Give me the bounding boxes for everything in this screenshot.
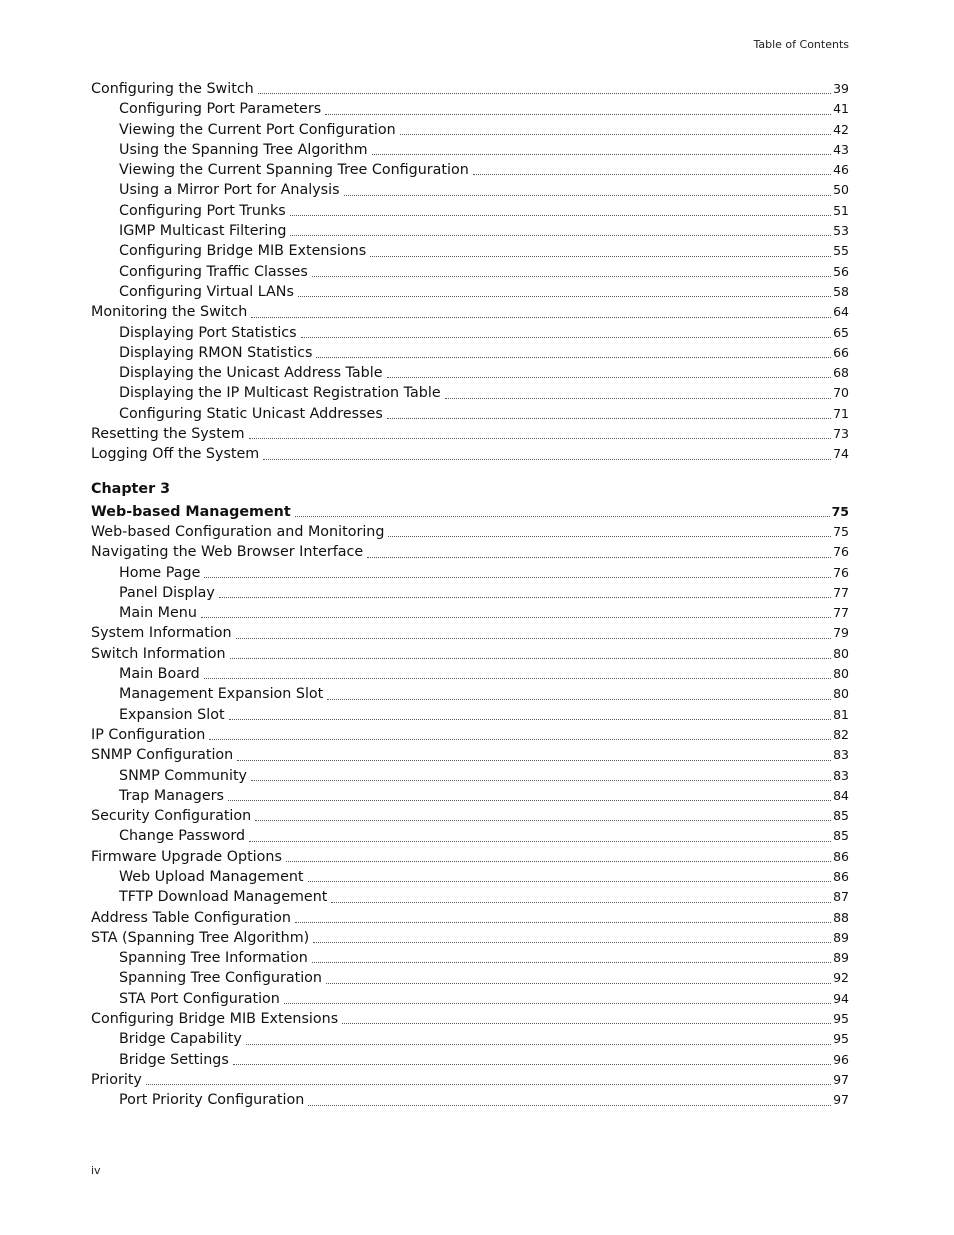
toc-entry-title: Displaying the IP Multicast Registration Table xyxy=(119,385,441,402)
dot-leader xyxy=(204,577,831,578)
toc-entry-title: Management Expansion Slot xyxy=(119,686,324,703)
toc-entry[interactable] xyxy=(91,79,849,99)
toc-entry-title: TFTP Download Management xyxy=(119,889,328,906)
toc-entry-title: IGMP Multicast Filtering xyxy=(119,223,287,240)
toc-entry[interactable] xyxy=(91,160,849,180)
toc-entry-title: Navigating the Web Browser Interface xyxy=(91,544,364,561)
toc-entry-page: 92 xyxy=(833,970,849,986)
dot-leader xyxy=(313,942,831,943)
chapter-heading: Chapter 3 xyxy=(91,480,171,497)
toc-entry[interactable] xyxy=(91,948,849,968)
toc-entry[interactable] xyxy=(91,99,849,119)
toc-entry-title: Panel Display xyxy=(119,584,215,601)
dot-leader xyxy=(284,1003,831,1004)
dot-leader xyxy=(312,962,831,963)
toc-entry-page: 88 xyxy=(833,909,849,925)
toc-entry-page: 80 xyxy=(833,666,849,682)
toc-entry-page: 86 xyxy=(833,848,849,864)
toc-entry-page: 83 xyxy=(833,767,849,783)
toc-entry-title: Web-based Configuration and Monitoring xyxy=(91,523,385,540)
toc-entry-title: Address Table Configuration xyxy=(91,909,291,926)
dot-leader xyxy=(219,597,831,598)
toc-entry-page: 58 xyxy=(833,283,849,299)
toc-entry[interactable] xyxy=(91,786,849,806)
toc-entry[interactable] xyxy=(91,644,849,664)
toc-entry-page: 77 xyxy=(833,584,849,600)
toc-entry-page: 80 xyxy=(833,645,849,661)
toc-entry-title: Home Page xyxy=(119,564,201,581)
toc-entry-title: Resetting the System xyxy=(91,426,245,443)
toc-entry-title: Configuring the Switch xyxy=(91,81,254,97)
toc-entry-page: 87 xyxy=(833,889,849,905)
toc-entry-page: 89 xyxy=(833,929,849,945)
toc-entry-page: 70 xyxy=(833,385,849,401)
toc-entry-page: 73 xyxy=(833,426,849,442)
dot-leader xyxy=(246,1044,831,1045)
toc-entry[interactable] xyxy=(91,424,849,444)
toc-entry[interactable] xyxy=(91,1050,849,1070)
toc-entry-page: 82 xyxy=(833,726,849,742)
dot-leader xyxy=(388,536,831,537)
toc-entry-page: 39 xyxy=(833,81,849,96)
toc-entry-title: Configuring Traffic Classes xyxy=(119,263,308,280)
dot-leader xyxy=(387,377,832,378)
toc-entry-page: 74 xyxy=(833,446,849,462)
toc-entry-page: 51 xyxy=(833,202,849,218)
toc-entry[interactable] xyxy=(91,221,849,241)
toc-entry-page: 89 xyxy=(833,950,849,966)
toc-entry[interactable] xyxy=(91,241,849,261)
dot-leader xyxy=(251,317,831,318)
toc-entry[interactable] xyxy=(91,603,849,623)
toc-entry-title: Spanning Tree Information xyxy=(119,950,308,967)
toc-entry[interactable] xyxy=(91,583,849,603)
toc-entry[interactable] xyxy=(91,363,849,383)
toc-entry[interactable] xyxy=(91,343,849,363)
dot-leader xyxy=(263,459,831,460)
toc-entry[interactable] xyxy=(91,201,849,221)
toc-entry-title: Expansion Slot xyxy=(119,706,225,723)
toc-entry[interactable] xyxy=(91,745,849,765)
toc-entry-page: 86 xyxy=(833,868,849,884)
toc-entry-page: 97 xyxy=(833,1071,849,1087)
toc-entry-page: 97 xyxy=(833,1092,849,1108)
toc-entry-page: 56 xyxy=(833,263,849,279)
toc-entry-title: Logging Off the System xyxy=(91,446,260,463)
toc-entry-page: 96 xyxy=(833,1051,849,1067)
toc-entry-page: 94 xyxy=(833,990,849,1006)
dot-leader xyxy=(298,296,831,297)
toc-entry-page: 55 xyxy=(833,243,849,259)
dot-leader xyxy=(228,800,831,801)
toc-entry-title: Main Board xyxy=(119,666,200,683)
dot-leader xyxy=(290,215,831,216)
running-header: Table of Contents xyxy=(753,38,849,51)
toc-entry-title: Main Menu xyxy=(119,605,197,622)
toc-entry-title: Configuring Virtual LANs xyxy=(119,283,294,300)
dot-leader xyxy=(473,174,831,175)
toc-entry[interactable] xyxy=(91,806,849,826)
dot-leader xyxy=(367,557,831,558)
toc-entry[interactable] xyxy=(91,404,849,424)
toc-entry-title: Configuring Bridge MIB Extensions xyxy=(91,1011,339,1028)
toc-entry[interactable] xyxy=(91,262,849,282)
toc-entry[interactable] xyxy=(91,1009,849,1029)
toc-entry[interactable] xyxy=(91,120,849,140)
toc-entry[interactable] xyxy=(91,1070,849,1090)
dot-leader xyxy=(312,276,831,277)
toc-entry[interactable] xyxy=(91,302,849,322)
dot-leader xyxy=(331,902,831,903)
toc-entry-page: 79 xyxy=(833,625,849,641)
toc-entry-title: Displaying the Unicast Address Table xyxy=(119,365,383,382)
dot-leader xyxy=(387,418,831,419)
toc-entry-title: IP Configuration xyxy=(91,726,206,743)
dot-leader xyxy=(308,881,832,882)
toc-entry[interactable] xyxy=(91,502,849,522)
toc-entry[interactable] xyxy=(91,282,849,302)
dot-leader xyxy=(445,398,831,399)
dot-leader xyxy=(325,114,831,115)
toc-entry[interactable] xyxy=(91,989,849,1009)
dot-leader xyxy=(249,841,831,842)
toc-entry[interactable] xyxy=(91,684,849,704)
toc-entry-title: Trap Managers xyxy=(119,787,225,804)
toc-entry[interactable] xyxy=(91,1029,849,1049)
toc-entry-page: 75 xyxy=(833,523,849,539)
dot-leader xyxy=(308,1105,831,1106)
toc-entry-title: Displaying RMON Statistics xyxy=(119,344,313,361)
dot-leader xyxy=(326,983,831,984)
toc-entry-title: Viewing the Current Port Configuration xyxy=(119,121,396,138)
dot-leader xyxy=(344,195,832,196)
toc-entry[interactable] xyxy=(91,444,849,464)
toc-entry-title: SNMP Configuration xyxy=(91,747,234,764)
toc-entry-title: Priority xyxy=(91,1071,142,1088)
toc-entry[interactable] xyxy=(91,1090,849,1110)
toc-entry-title: Spanning Tree Configuration xyxy=(119,970,322,987)
toc-entry-page: 81 xyxy=(833,706,849,722)
page-number: iv xyxy=(91,1164,101,1177)
toc-entry[interactable] xyxy=(91,623,849,643)
toc-entry[interactable] xyxy=(91,563,849,583)
toc-entry[interactable] xyxy=(91,542,849,562)
toc-entry-title: System Information xyxy=(91,625,232,642)
toc-entry-page: 85 xyxy=(833,828,849,844)
dot-leader xyxy=(236,638,831,639)
toc-entry[interactable] xyxy=(91,383,849,403)
dot-leader xyxy=(230,658,832,659)
toc-entry-title: Configuring Bridge MIB Extensions xyxy=(119,243,367,260)
toc-entry[interactable] xyxy=(91,180,849,200)
dot-leader xyxy=(372,154,831,155)
toc-entry-page: 84 xyxy=(833,787,849,803)
dot-leader xyxy=(251,780,831,781)
toc-entry-title: Security Configuration xyxy=(91,808,252,825)
toc-entry[interactable] xyxy=(91,887,849,907)
dot-leader xyxy=(370,256,831,257)
dot-leader xyxy=(255,820,831,821)
toc-entry[interactable] xyxy=(91,847,849,867)
toc-entry[interactable] xyxy=(91,928,849,948)
dot-leader xyxy=(201,617,831,618)
toc-entry-title: STA Port Configuration xyxy=(119,990,280,1007)
toc-entry-page: 50 xyxy=(833,182,849,198)
toc-entry-page: 76 xyxy=(833,544,849,560)
table-of-contents xyxy=(91,79,849,1111)
dot-leader xyxy=(233,1064,831,1065)
toc-entry-page: 64 xyxy=(833,304,849,320)
toc-entry-page: 42 xyxy=(833,121,849,137)
dot-leader xyxy=(258,93,831,94)
toc-entry[interactable] xyxy=(91,140,849,160)
dot-leader xyxy=(249,438,832,439)
toc-entry-title: Bridge Capability xyxy=(119,1031,242,1048)
toc-entry[interactable] xyxy=(91,664,849,684)
toc-entry-page: 95 xyxy=(833,1011,849,1027)
toc-entry-title: Configuring Static Unicast Addresses xyxy=(119,405,383,422)
dot-leader xyxy=(316,357,831,358)
toc-entry-page: 85 xyxy=(833,808,849,824)
dot-leader xyxy=(209,739,831,740)
dot-leader xyxy=(237,760,831,761)
dot-leader xyxy=(146,1084,831,1085)
dot-leader xyxy=(295,922,831,923)
toc-entry[interactable] xyxy=(91,826,849,846)
toc-entry-page: 68 xyxy=(833,365,849,381)
toc-entry-title: Web-based Management xyxy=(91,503,291,520)
dot-leader xyxy=(290,235,831,236)
toc-entry[interactable] xyxy=(91,968,849,988)
toc-entry-title: Change Password xyxy=(119,828,246,845)
toc-entry-page: 75 xyxy=(831,503,849,519)
toc-entry-title: Viewing the Current Spanning Tree Configuration xyxy=(119,162,469,179)
toc-entry-title: Bridge Settings xyxy=(119,1051,229,1068)
toc-entry-page: 76 xyxy=(833,564,849,580)
toc-entry-page: 65 xyxy=(833,324,849,340)
toc-entry-page: 41 xyxy=(833,101,849,117)
toc-entry-title: Using the Spanning Tree Algorithm xyxy=(119,141,368,158)
toc-entry-title: Configuring Port Trunks xyxy=(119,202,286,219)
toc-entry[interactable] xyxy=(91,725,849,745)
toc-entry-title: Displaying Port Statistics xyxy=(119,324,297,341)
toc-entry-title: Firmware Upgrade Options xyxy=(91,848,282,865)
toc-entry-title: STA (Spanning Tree Algorithm) xyxy=(91,929,310,946)
toc-entry-title: Using a Mirror Port for Analysis xyxy=(119,182,340,199)
toc-entry-title: Monitoring the Switch xyxy=(91,304,248,321)
dot-leader xyxy=(342,1023,831,1024)
toc-entry-page: 77 xyxy=(833,605,849,621)
toc-entry-title: Port Priority Configuration xyxy=(119,1092,305,1109)
dot-leader xyxy=(301,337,831,338)
dot-leader xyxy=(229,719,832,720)
dot-leader xyxy=(286,861,831,862)
toc-entry[interactable] xyxy=(91,522,849,542)
toc-entry-page: 80 xyxy=(833,686,849,702)
dot-leader xyxy=(327,699,831,700)
toc-entry-title: SNMP Community xyxy=(119,767,248,784)
toc-entry[interactable] xyxy=(91,908,849,928)
toc-entry-page: 46 xyxy=(833,162,849,178)
dot-leader xyxy=(204,678,831,679)
toc-entry[interactable] xyxy=(91,867,849,887)
toc-entry-page: 53 xyxy=(833,223,849,239)
toc-entry-page: 83 xyxy=(833,747,849,763)
dot-leader xyxy=(400,134,831,135)
toc-entry-page: 95 xyxy=(833,1031,849,1047)
toc-entry-title: Web Upload Management xyxy=(119,868,304,885)
toc-entry[interactable] xyxy=(91,705,849,725)
toc-entry-page: 71 xyxy=(833,405,849,421)
toc-entry[interactable] xyxy=(91,766,849,786)
toc-entry-page: 66 xyxy=(833,344,849,360)
dot-leader xyxy=(295,516,830,517)
toc-entry[interactable] xyxy=(91,323,849,343)
toc-entry-title: Switch Information xyxy=(91,645,226,662)
toc-entry-title: Configuring Port Parameters xyxy=(119,101,322,118)
toc-entry-page: 43 xyxy=(833,141,849,157)
